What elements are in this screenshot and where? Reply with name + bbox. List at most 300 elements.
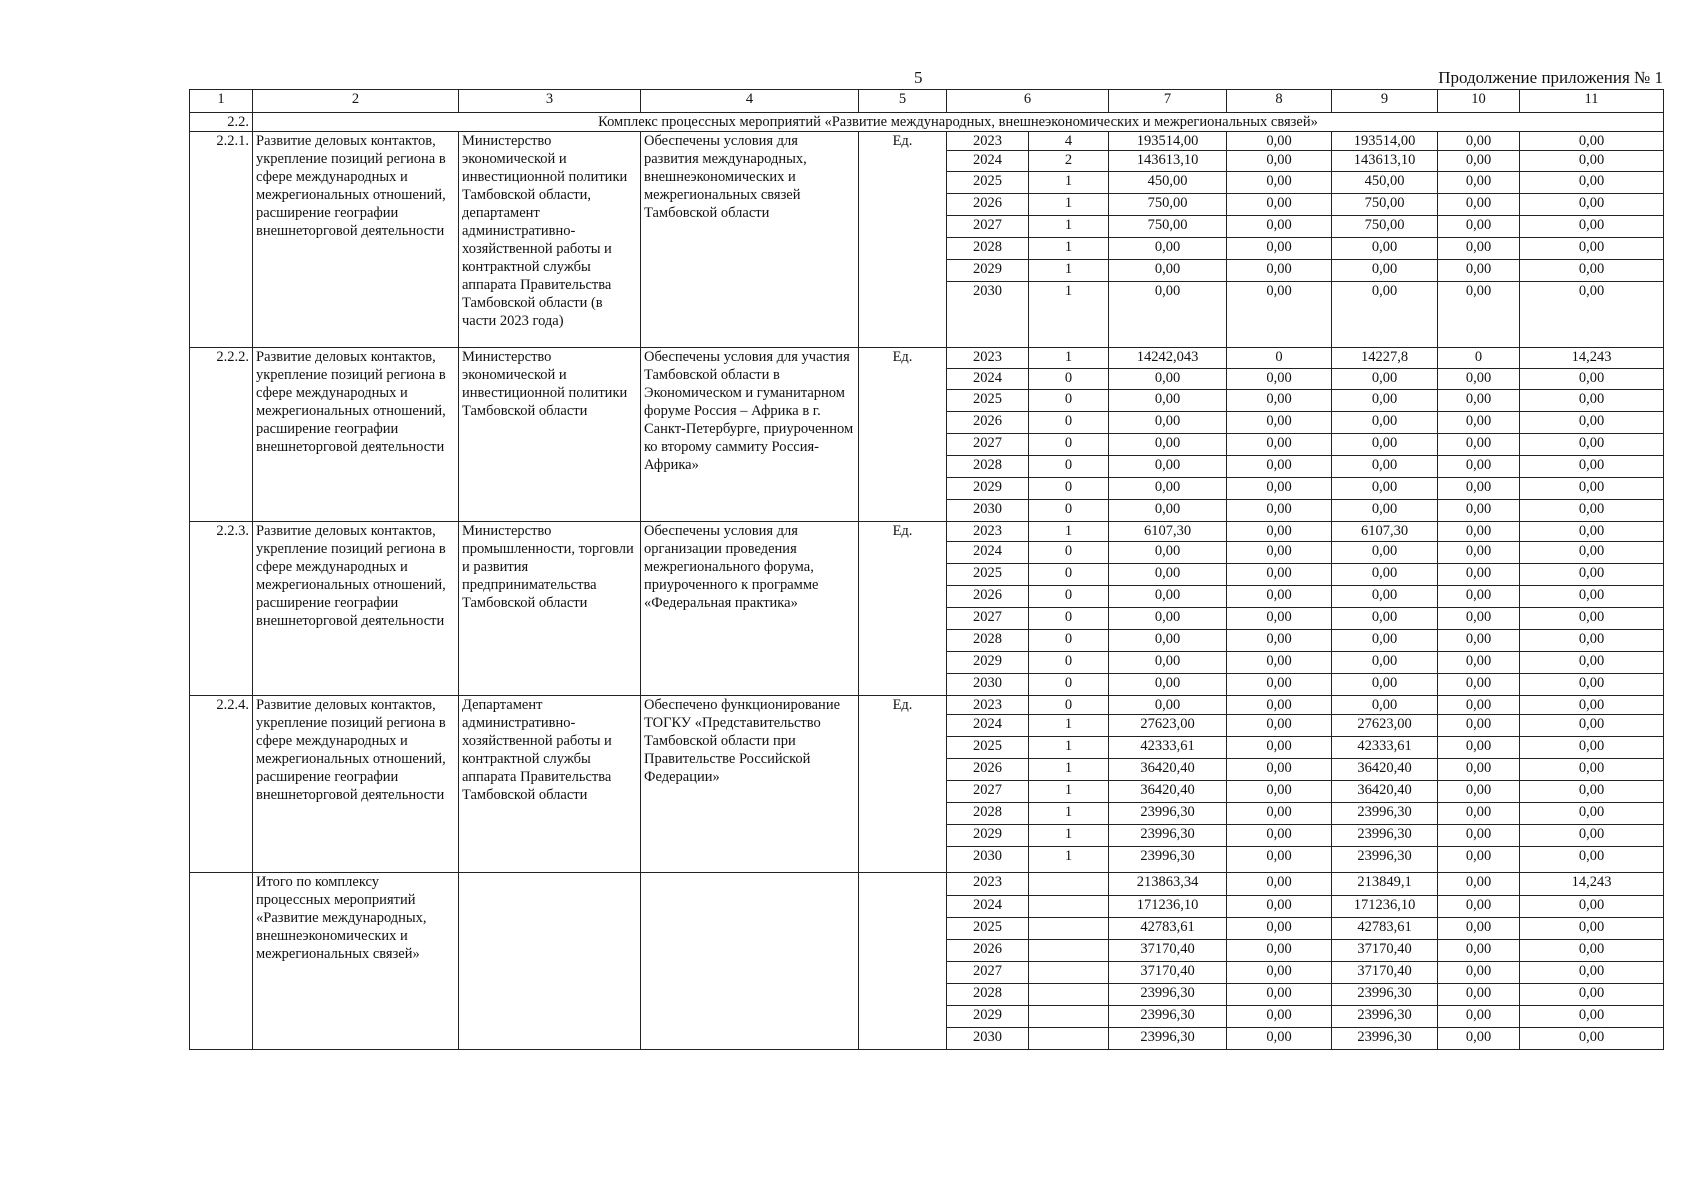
local-budget: 0,00 xyxy=(1438,1028,1520,1050)
total-amount: 6107,30 xyxy=(1109,522,1227,542)
total-amount: 37170,40 xyxy=(1109,940,1227,962)
federal-budget: 0,00 xyxy=(1227,696,1332,715)
indicator-value: 1 xyxy=(1029,172,1109,194)
federal-budget: 0 xyxy=(1227,348,1332,369)
year: 2025 xyxy=(947,172,1029,194)
indicator-value xyxy=(1029,873,1109,896)
indicator-value: 0 xyxy=(1029,608,1109,630)
total-amount: 36420,40 xyxy=(1109,781,1227,803)
year: 2027 xyxy=(947,216,1029,238)
local-budget: 0,00 xyxy=(1438,674,1520,696)
local-budget: 0,00 xyxy=(1438,478,1520,500)
regional-budget: 750,00 xyxy=(1332,216,1438,238)
total-amount: 0,00 xyxy=(1109,500,1227,522)
extra-budget: 0,00 xyxy=(1520,390,1664,412)
local-budget: 0,00 xyxy=(1438,803,1520,825)
total-amount: 0,00 xyxy=(1109,630,1227,652)
year: 2027 xyxy=(947,608,1029,630)
year: 2024 xyxy=(947,542,1029,564)
indicator-value: 0 xyxy=(1029,564,1109,586)
regional-budget: 23996,30 xyxy=(1332,1028,1438,1050)
section-title: Комплекс процессных мероприятий «Развитие международных, внешнеэкономических и межрегиональных связей» xyxy=(253,113,1664,132)
federal-budget: 0,00 xyxy=(1227,630,1332,652)
total-amount: 450,00 xyxy=(1109,172,1227,194)
local-budget: 0,00 xyxy=(1438,238,1520,260)
measure-result: Обеспечено функционирование ТОГКУ «Представительство Тамбовской области при Правительстве Российской Федерации» xyxy=(641,696,859,873)
extra-budget: 0,00 xyxy=(1520,630,1664,652)
measure-unit: Ед. xyxy=(859,348,947,522)
federal-budget: 0,00 xyxy=(1227,896,1332,918)
col-num: 8 xyxy=(1227,90,1332,113)
total-amount: 0,00 xyxy=(1109,260,1227,282)
year: 2029 xyxy=(947,652,1029,674)
extra-budget: 0,00 xyxy=(1520,737,1664,759)
local-budget: 0,00 xyxy=(1438,630,1520,652)
federal-budget: 0,00 xyxy=(1227,962,1332,984)
measure-result: Обеспечены условия для развития международных, внешнеэкономических и межрегиональных связей Тамбовской области xyxy=(641,132,859,348)
indicator-value xyxy=(1029,940,1109,962)
federal-budget: 0,00 xyxy=(1227,390,1332,412)
federal-budget: 0,00 xyxy=(1227,412,1332,434)
year: 2025 xyxy=(947,737,1029,759)
year: 2024 xyxy=(947,715,1029,737)
local-budget: 0,00 xyxy=(1438,847,1520,873)
regional-budget: 450,00 xyxy=(1332,172,1438,194)
indicator-value: 1 xyxy=(1029,803,1109,825)
year: 2029 xyxy=(947,1006,1029,1028)
regional-budget: 0,00 xyxy=(1332,412,1438,434)
regional-budget: 0,00 xyxy=(1332,564,1438,586)
total-amount: 0,00 xyxy=(1109,608,1227,630)
year: 2024 xyxy=(947,896,1029,918)
extra-budget: 0,00 xyxy=(1520,369,1664,390)
federal-budget: 0,00 xyxy=(1227,434,1332,456)
local-budget: 0,00 xyxy=(1438,282,1520,348)
federal-budget: 0,00 xyxy=(1227,522,1332,542)
total-amount: 23996,30 xyxy=(1109,1028,1227,1050)
year: 2023 xyxy=(947,522,1029,542)
federal-budget: 0,00 xyxy=(1227,282,1332,348)
indicator-value: 1 xyxy=(1029,238,1109,260)
col-num: 1 xyxy=(190,90,253,113)
regional-budget: 37170,40 xyxy=(1332,962,1438,984)
total-amount: 0,00 xyxy=(1109,390,1227,412)
total-amount: 750,00 xyxy=(1109,216,1227,238)
indicator-value: 1 xyxy=(1029,260,1109,282)
local-budget: 0,00 xyxy=(1438,962,1520,984)
year: 2026 xyxy=(947,412,1029,434)
indicator-value: 1 xyxy=(1029,216,1109,238)
extra-budget: 0,00 xyxy=(1520,715,1664,737)
total-amount: 0,00 xyxy=(1109,282,1227,348)
col-num: 9 xyxy=(1332,90,1438,113)
extra-budget: 0,00 xyxy=(1520,825,1664,847)
year: 2030 xyxy=(947,1028,1029,1050)
extra-budget: 0,00 xyxy=(1520,456,1664,478)
local-budget: 0,00 xyxy=(1438,737,1520,759)
regional-budget: 0,00 xyxy=(1332,282,1438,348)
measure-result: Обеспечены условия для организации проведения межрегионального форума, приуроченного к программе «Федеральная практика» xyxy=(641,522,859,696)
total-amount: 37170,40 xyxy=(1109,962,1227,984)
measure-name: Итого по комплексу процессных мероприятий «Развитие международных, внешнеэкономических и межрегиональных связей» xyxy=(253,873,459,1050)
year: 2028 xyxy=(947,984,1029,1006)
federal-budget: 0,00 xyxy=(1227,674,1332,696)
regional-budget: 0,00 xyxy=(1332,696,1438,715)
column-number-row xyxy=(190,90,1664,113)
federal-budget: 0,00 xyxy=(1227,873,1332,896)
federal-budget: 0,00 xyxy=(1227,940,1332,962)
local-budget: 0 xyxy=(1438,348,1520,369)
local-budget: 0,00 xyxy=(1438,194,1520,216)
federal-budget: 0,00 xyxy=(1227,542,1332,564)
measure-number: 2.2.2. xyxy=(190,348,253,522)
federal-budget: 0,00 xyxy=(1227,984,1332,1006)
local-budget: 0,00 xyxy=(1438,781,1520,803)
local-budget: 0,00 xyxy=(1438,500,1520,522)
regional-budget: 0,00 xyxy=(1332,369,1438,390)
federal-budget: 0,00 xyxy=(1227,238,1332,260)
year: 2024 xyxy=(947,369,1029,390)
local-budget: 0,00 xyxy=(1438,918,1520,940)
indicator-value: 0 xyxy=(1029,500,1109,522)
local-budget: 0,00 xyxy=(1438,1006,1520,1028)
regional-budget: 42783,61 xyxy=(1332,918,1438,940)
indicator-value: 0 xyxy=(1029,586,1109,608)
federal-budget: 0,00 xyxy=(1227,194,1332,216)
continuation-caption: Продолжение приложения № 1 xyxy=(1438,68,1663,87)
extra-budget: 0,00 xyxy=(1520,918,1664,940)
extra-budget: 0,00 xyxy=(1520,803,1664,825)
extra-budget: 0,00 xyxy=(1520,151,1664,172)
col-num: 4 xyxy=(641,90,859,113)
col-num: 5 xyxy=(859,90,947,113)
col-num: 7 xyxy=(1109,90,1227,113)
federal-budget: 0,00 xyxy=(1227,500,1332,522)
extra-budget: 0,00 xyxy=(1520,984,1664,1006)
federal-budget: 0,00 xyxy=(1227,759,1332,781)
local-budget: 0,00 xyxy=(1438,715,1520,737)
section-row xyxy=(190,113,1664,132)
federal-budget: 0,00 xyxy=(1227,825,1332,847)
total-amount: 23996,30 xyxy=(1109,825,1227,847)
indicator-value: 4 xyxy=(1029,132,1109,151)
regional-budget: 750,00 xyxy=(1332,194,1438,216)
regional-budget: 23996,30 xyxy=(1332,803,1438,825)
total-amount: 0,00 xyxy=(1109,696,1227,715)
indicator-value: 0 xyxy=(1029,542,1109,564)
regional-budget: 0,00 xyxy=(1332,608,1438,630)
regional-budget: 0,00 xyxy=(1332,630,1438,652)
local-budget: 0,00 xyxy=(1438,873,1520,896)
total-amount: 0,00 xyxy=(1109,238,1227,260)
total-amount: 193514,00 xyxy=(1109,132,1227,151)
local-budget: 0,00 xyxy=(1438,940,1520,962)
extra-budget: 0,00 xyxy=(1520,172,1664,194)
total-amount: 42333,61 xyxy=(1109,737,1227,759)
extra-budget: 0,00 xyxy=(1520,522,1664,542)
table-row xyxy=(190,696,1664,715)
measure-executor: Министерство экономической и инвестиционной политики Тамбовской области, департамент административно-хозяйственной работы и контрактной службы аппарата Правительства Тамбовской области (в части 2023 года) xyxy=(459,132,641,348)
extra-budget: 0,00 xyxy=(1520,542,1664,564)
extra-budget: 0,00 xyxy=(1520,586,1664,608)
federal-budget: 0,00 xyxy=(1227,1006,1332,1028)
local-budget: 0,00 xyxy=(1438,652,1520,674)
indicator-value: 1 xyxy=(1029,194,1109,216)
regional-budget: 14227,8 xyxy=(1332,348,1438,369)
total-amount: 27623,00 xyxy=(1109,715,1227,737)
year: 2029 xyxy=(947,260,1029,282)
federal-budget: 0,00 xyxy=(1227,564,1332,586)
total-amount: 0,00 xyxy=(1109,478,1227,500)
indicator-value: 1 xyxy=(1029,522,1109,542)
col-num: 6 xyxy=(947,90,1109,113)
regional-budget: 37170,40 xyxy=(1332,940,1438,962)
total-amount: 143613,10 xyxy=(1109,151,1227,172)
federal-budget: 0,00 xyxy=(1227,803,1332,825)
indicator-value xyxy=(1029,1006,1109,1028)
total-amount: 23996,30 xyxy=(1109,984,1227,1006)
regional-budget: 143613,10 xyxy=(1332,151,1438,172)
year: 2027 xyxy=(947,434,1029,456)
indicator-value: 0 xyxy=(1029,630,1109,652)
extra-budget: 0,00 xyxy=(1520,412,1664,434)
extra-budget: 0,00 xyxy=(1520,1006,1664,1028)
total-amount: 0,00 xyxy=(1109,586,1227,608)
indicator-value: 0 xyxy=(1029,390,1109,412)
year: 2026 xyxy=(947,194,1029,216)
extra-budget: 0,00 xyxy=(1520,194,1664,216)
extra-budget: 0,00 xyxy=(1520,674,1664,696)
page-number: 5 xyxy=(914,68,923,87)
federal-budget: 0,00 xyxy=(1227,456,1332,478)
total-amount: 0,00 xyxy=(1109,674,1227,696)
measure-executor: Министерство экономической и инвестиционной политики Тамбовской области xyxy=(459,348,641,522)
regional-budget: 0,00 xyxy=(1332,652,1438,674)
indicator-value: 0 xyxy=(1029,478,1109,500)
table-row xyxy=(190,522,1664,542)
regional-budget: 0,00 xyxy=(1332,674,1438,696)
total-amount: 42783,61 xyxy=(1109,918,1227,940)
year: 2028 xyxy=(947,630,1029,652)
year: 2023 xyxy=(947,132,1029,151)
year: 2024 xyxy=(947,151,1029,172)
year: 2030 xyxy=(947,282,1029,348)
total-amount: 23996,30 xyxy=(1109,847,1227,873)
measure-number: 2.2.1. xyxy=(190,132,253,348)
indicator-value: 0 xyxy=(1029,652,1109,674)
federal-budget: 0,00 xyxy=(1227,132,1332,151)
regional-budget: 0,00 xyxy=(1332,260,1438,282)
regional-budget: 193514,00 xyxy=(1332,132,1438,151)
regional-budget: 213849,1 xyxy=(1332,873,1438,896)
budget-table xyxy=(189,89,1664,1050)
indicator-value: 1 xyxy=(1029,825,1109,847)
total-amount: 0,00 xyxy=(1109,369,1227,390)
regional-budget: 23996,30 xyxy=(1332,1006,1438,1028)
extra-budget: 0,00 xyxy=(1520,500,1664,522)
extra-budget: 0,00 xyxy=(1520,216,1664,238)
regional-budget: 36420,40 xyxy=(1332,759,1438,781)
measure-executor: Департамент административно-хозяйственной работы и контрактной службы аппарата Правительства Тамбовской области xyxy=(459,696,641,873)
local-budget: 0,00 xyxy=(1438,456,1520,478)
year: 2030 xyxy=(947,500,1029,522)
measure-name: Развитие деловых контактов, укрепление позиций региона в сфере международных и межрегиональных отношений, расширение географии внешнеторговой деятельности xyxy=(253,132,459,348)
local-budget: 0,00 xyxy=(1438,825,1520,847)
year: 2023 xyxy=(947,348,1029,369)
indicator-value: 1 xyxy=(1029,737,1109,759)
table-row xyxy=(190,348,1664,369)
regional-budget: 0,00 xyxy=(1332,586,1438,608)
extra-budget: 0,00 xyxy=(1520,260,1664,282)
indicator-value: 1 xyxy=(1029,847,1109,873)
year: 2023 xyxy=(947,873,1029,896)
total-amount: 23996,30 xyxy=(1109,1006,1227,1028)
local-budget: 0,00 xyxy=(1438,216,1520,238)
extra-budget: 14,243 xyxy=(1520,348,1664,369)
col-num: 2 xyxy=(253,90,459,113)
measure-name: Развитие деловых контактов, укрепление позиций региона в сфере международных и межрегиональных отношений, расширение географии внешнеторговой деятельности xyxy=(253,522,459,696)
measure-unit: Ед. xyxy=(859,522,947,696)
table-body xyxy=(190,90,1664,1050)
total-amount: 0,00 xyxy=(1109,456,1227,478)
measure-unit: Ед. xyxy=(859,696,947,873)
indicator-value xyxy=(1029,918,1109,940)
local-budget: 0,00 xyxy=(1438,260,1520,282)
col-num: 3 xyxy=(459,90,641,113)
local-budget: 0,00 xyxy=(1438,132,1520,151)
year: 2026 xyxy=(947,940,1029,962)
indicator-value: 0 xyxy=(1029,674,1109,696)
federal-budget: 0,00 xyxy=(1227,608,1332,630)
federal-budget: 0,00 xyxy=(1227,781,1332,803)
col-num: 10 xyxy=(1438,90,1520,113)
indicator-value xyxy=(1029,896,1109,918)
measure-number xyxy=(190,873,253,1050)
table-row xyxy=(190,873,1664,896)
year: 2025 xyxy=(947,390,1029,412)
federal-budget: 0,00 xyxy=(1227,847,1332,873)
extra-budget: 14,243 xyxy=(1520,873,1664,896)
extra-budget: 0,00 xyxy=(1520,1028,1664,1050)
extra-budget: 0,00 xyxy=(1520,282,1664,348)
year: 2026 xyxy=(947,759,1029,781)
total-amount: 0,00 xyxy=(1109,542,1227,564)
year: 2025 xyxy=(947,564,1029,586)
extra-budget: 0,00 xyxy=(1520,564,1664,586)
extra-budget: 0,00 xyxy=(1520,781,1664,803)
regional-budget: 42333,61 xyxy=(1332,737,1438,759)
federal-budget: 0,00 xyxy=(1227,715,1332,737)
measure-name: Развитие деловых контактов, укрепление позиций региона в сфере международных и межрегиональных отношений, расширение географии внешнеторговой деятельности xyxy=(253,696,459,873)
local-budget: 0,00 xyxy=(1438,412,1520,434)
regional-budget: 23996,30 xyxy=(1332,825,1438,847)
federal-budget: 0,00 xyxy=(1227,652,1332,674)
federal-budget: 0,00 xyxy=(1227,172,1332,194)
measure-executor: Министерство промышленности, торговли и развития предпринимательства Тамбовской области xyxy=(459,522,641,696)
indicator-value xyxy=(1029,1028,1109,1050)
total-amount: 0,00 xyxy=(1109,412,1227,434)
year: 2028 xyxy=(947,238,1029,260)
indicator-value: 0 xyxy=(1029,456,1109,478)
extra-budget: 0,00 xyxy=(1520,652,1664,674)
local-budget: 0,00 xyxy=(1438,522,1520,542)
measure-executor xyxy=(459,873,641,1050)
extra-budget: 0,00 xyxy=(1520,696,1664,715)
total-amount: 0,00 xyxy=(1109,564,1227,586)
indicator-value xyxy=(1029,962,1109,984)
total-amount: 0,00 xyxy=(1109,434,1227,456)
extra-budget: 0,00 xyxy=(1520,962,1664,984)
indicator-value: 0 xyxy=(1029,369,1109,390)
regional-budget: 0,00 xyxy=(1332,500,1438,522)
regional-budget: 0,00 xyxy=(1332,434,1438,456)
indicator-value: 1 xyxy=(1029,715,1109,737)
regional-budget: 23996,30 xyxy=(1332,984,1438,1006)
year: 2027 xyxy=(947,962,1029,984)
local-budget: 0,00 xyxy=(1438,369,1520,390)
measure-result xyxy=(641,873,859,1050)
total-amount: 14242,043 xyxy=(1109,348,1227,369)
measure-name: Развитие деловых контактов, укрепление позиций региона в сфере международных и межрегиональных отношений, расширение географии внешнеторговой деятельности xyxy=(253,348,459,522)
extra-budget: 0,00 xyxy=(1520,608,1664,630)
year: 2028 xyxy=(947,803,1029,825)
extra-budget: 0,00 xyxy=(1520,940,1664,962)
regional-budget: 171236,10 xyxy=(1332,896,1438,918)
section-number: 2.2. xyxy=(190,113,253,132)
regional-budget: 6107,30 xyxy=(1332,522,1438,542)
total-amount: 213863,34 xyxy=(1109,873,1227,896)
year: 2028 xyxy=(947,456,1029,478)
year: 2027 xyxy=(947,781,1029,803)
year: 2029 xyxy=(947,478,1029,500)
federal-budget: 0,00 xyxy=(1227,216,1332,238)
regional-budget: 0,00 xyxy=(1332,542,1438,564)
regional-budget: 0,00 xyxy=(1332,390,1438,412)
local-budget: 0,00 xyxy=(1438,608,1520,630)
extra-budget: 0,00 xyxy=(1520,132,1664,151)
indicator-value xyxy=(1029,984,1109,1006)
measure-number: 2.2.3. xyxy=(190,522,253,696)
regional-budget: 23996,30 xyxy=(1332,847,1438,873)
total-amount: 36420,40 xyxy=(1109,759,1227,781)
col-num: 11 xyxy=(1520,90,1664,113)
local-budget: 0,00 xyxy=(1438,390,1520,412)
regional-budget: 0,00 xyxy=(1332,238,1438,260)
federal-budget: 0,00 xyxy=(1227,586,1332,608)
extra-budget: 0,00 xyxy=(1520,759,1664,781)
local-budget: 0,00 xyxy=(1438,896,1520,918)
total-amount: 23996,30 xyxy=(1109,803,1227,825)
federal-budget: 0,00 xyxy=(1227,151,1332,172)
regional-budget: 36420,40 xyxy=(1332,781,1438,803)
federal-budget: 0,00 xyxy=(1227,737,1332,759)
local-budget: 0,00 xyxy=(1438,542,1520,564)
federal-budget: 0,00 xyxy=(1227,918,1332,940)
indicator-value: 1 xyxy=(1029,759,1109,781)
federal-budget: 0,00 xyxy=(1227,260,1332,282)
federal-budget: 0,00 xyxy=(1227,478,1332,500)
measure-unit xyxy=(859,873,947,1050)
extra-budget: 0,00 xyxy=(1520,434,1664,456)
year: 2023 xyxy=(947,696,1029,715)
federal-budget: 0,00 xyxy=(1227,369,1332,390)
regional-budget: 27623,00 xyxy=(1332,715,1438,737)
local-budget: 0,00 xyxy=(1438,564,1520,586)
indicator-value: 1 xyxy=(1029,781,1109,803)
total-amount: 0,00 xyxy=(1109,652,1227,674)
year: 2025 xyxy=(947,918,1029,940)
indicator-value: 1 xyxy=(1029,348,1109,369)
